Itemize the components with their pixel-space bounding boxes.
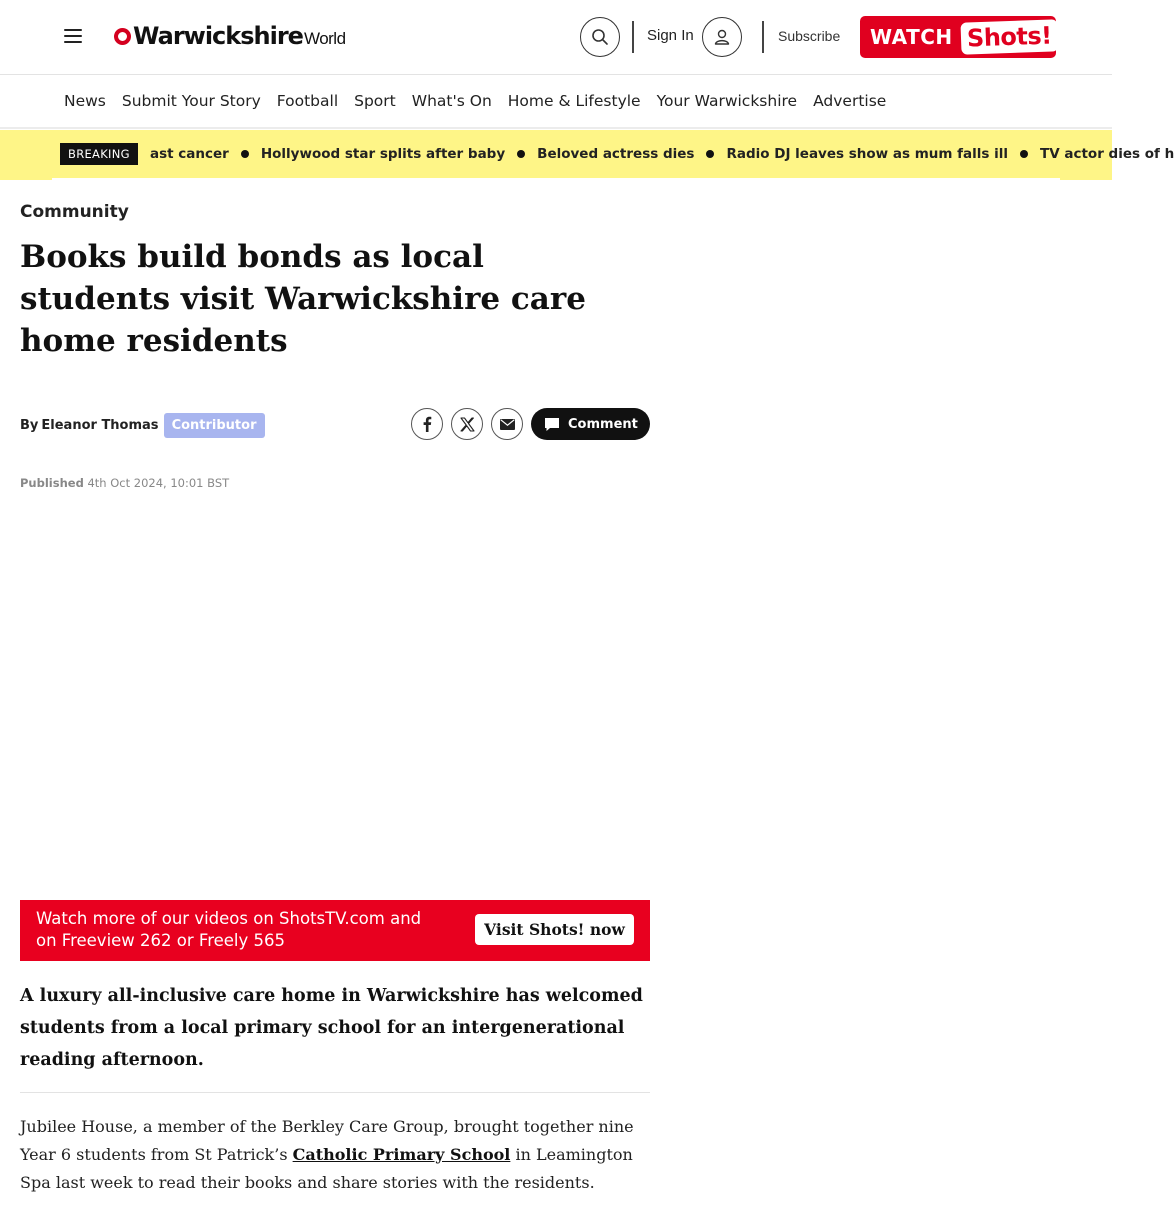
user-icon bbox=[712, 27, 732, 47]
logo-main-text: Warwickshire bbox=[133, 22, 303, 50]
section-label[interactable]: Community bbox=[20, 202, 129, 222]
breaking-news-ticker bbox=[0, 130, 1174, 180]
contributor-badge: Contributor bbox=[164, 413, 265, 438]
header-divider bbox=[762, 21, 764, 53]
ticker-item[interactable]: Radio DJ leaves show as mum falls ill bbox=[726, 146, 1008, 162]
ticker-underline bbox=[52, 178, 1060, 180]
ticker-item[interactable]: ast cancer bbox=[150, 146, 229, 162]
share-email-button[interactable] bbox=[491, 408, 523, 440]
visit-shots-button[interactable]: Visit Shots! now bbox=[475, 914, 634, 945]
site-header bbox=[0, 0, 1112, 75]
header-divider bbox=[632, 21, 634, 53]
video-player[interactable] bbox=[20, 510, 650, 900]
ticker-item[interactable]: Hollywood star splits after baby bbox=[260, 146, 506, 162]
promo-text: Watch more of our videos on ShotsTV.com and on Freeview 262 or Freely 565 bbox=[36, 909, 422, 950]
nav-item-news[interactable]: News bbox=[64, 92, 106, 110]
logo-dot-icon bbox=[114, 28, 131, 45]
byline-prefix: By bbox=[20, 418, 39, 433]
facebook-icon bbox=[420, 416, 434, 432]
nav-item-sport[interactable]: Sport bbox=[354, 92, 396, 110]
shots-logo-text: Shots! bbox=[960, 19, 1058, 54]
content-divider bbox=[20, 1092, 650, 1093]
nav-item-whats-on[interactable]: What's On bbox=[411, 92, 492, 110]
sign-in-link[interactable]: Sign In bbox=[647, 27, 694, 44]
article-standfirst: A luxury all-inclusive care home in Warwickshire has welcomed students from a local primary school for an intergenerational reading afternoon. bbox=[20, 986, 643, 1070]
menu-icon[interactable] bbox=[64, 29, 84, 45]
ticker-separator-icon bbox=[706, 150, 714, 158]
account-button[interactable] bbox=[702, 17, 742, 57]
ticker-item[interactable]: TV actor dies of h bbox=[1040, 146, 1174, 162]
ticker-separator-icon bbox=[241, 150, 249, 158]
nav-item-football[interactable]: Football bbox=[276, 92, 339, 110]
share-x-button[interactable] bbox=[451, 408, 483, 440]
ticker-items bbox=[150, 146, 1174, 162]
email-icon bbox=[500, 419, 515, 430]
main-nav bbox=[0, 75, 1112, 129]
shots-promo-banner bbox=[20, 900, 650, 961]
search-icon bbox=[591, 28, 609, 46]
nav-item-advertise[interactable]: Advertise bbox=[813, 92, 887, 110]
x-icon bbox=[460, 417, 475, 432]
catholic-primary-school-link[interactable]: Catholic Primary School bbox=[292, 1145, 511, 1164]
ticker-item[interactable]: Beloved actress dies bbox=[537, 146, 695, 162]
site-logo[interactable] bbox=[114, 22, 346, 52]
logo-sub-text: World bbox=[303, 29, 346, 48]
nav-item-submit-your-story[interactable]: Submit Your Story bbox=[121, 92, 261, 110]
author-name[interactable]: Eleanor Thomas bbox=[41, 418, 159, 433]
search-button[interactable] bbox=[580, 17, 620, 57]
share-facebook-button[interactable] bbox=[411, 408, 443, 440]
article-body-paragraph bbox=[20, 1113, 650, 1197]
comment-button[interactable] bbox=[531, 408, 650, 440]
breaking-badge: BREAKING bbox=[60, 143, 138, 165]
published-label: Published bbox=[20, 476, 84, 490]
watch-shots-button[interactable] bbox=[860, 16, 1056, 58]
published-timestamp: 4th Oct 2024, 10:01 BST bbox=[87, 476, 230, 490]
watch-label: WATCH bbox=[870, 25, 953, 49]
published-date bbox=[20, 476, 229, 490]
body-text: in Leamington Spa last week to read their books and share stories with the residents. bbox=[20, 1145, 633, 1192]
byline bbox=[20, 413, 265, 438]
article-headline: Books build bonds as local students visit Warwickshire care home residents bbox=[20, 239, 586, 359]
subscribe-link[interactable]: Subscribe bbox=[778, 28, 841, 44]
comment-label: Comment bbox=[568, 416, 638, 432]
ticker-separator-icon bbox=[1020, 150, 1028, 158]
nav-item-home-lifestyle[interactable]: Home & Lifestyle bbox=[507, 92, 641, 110]
ticker-separator-icon bbox=[517, 150, 525, 158]
comment-icon bbox=[544, 417, 560, 432]
nav-item-your-warwickshire[interactable]: Your Warwickshire bbox=[656, 92, 798, 110]
body-text: Jubilee House, a member of the Berkley Care Group, brought together nine Year 6 students from St Patrick’s bbox=[20, 1117, 634, 1164]
